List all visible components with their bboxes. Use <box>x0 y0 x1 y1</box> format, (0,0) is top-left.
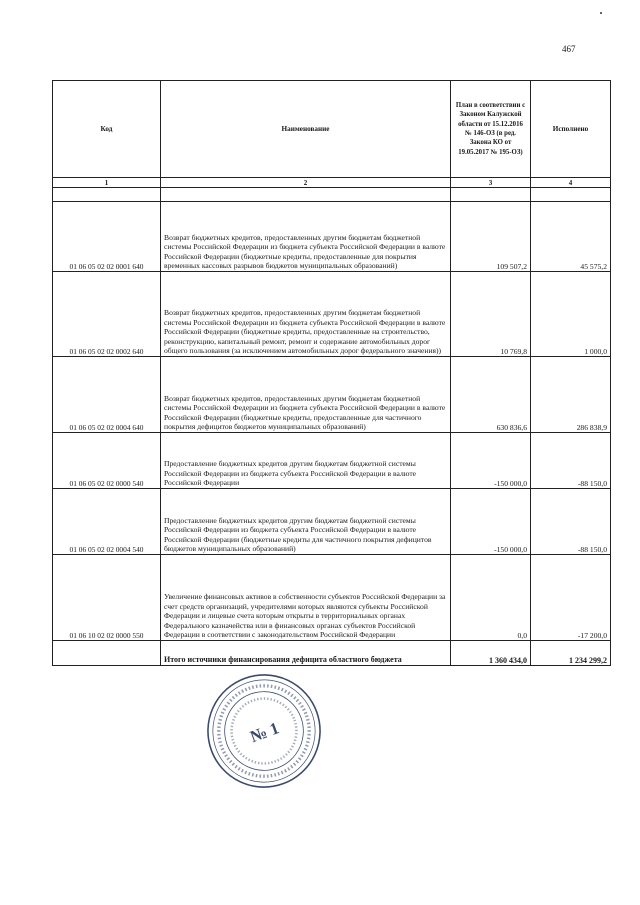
row-done: 45 575,2 <box>531 202 611 272</box>
column-numbers-row <box>53 178 611 188</box>
row-plan: 0,0 <box>451 555 531 641</box>
column-number-2: 2 <box>161 178 451 188</box>
row-done: 286 838,9 <box>531 357 611 433</box>
speck <box>600 12 602 14</box>
total-done: 1 234 299,2 <box>531 641 611 666</box>
table-row <box>53 357 611 433</box>
row-plan: 10 769,8 <box>451 272 531 357</box>
column-number-4: 4 <box>531 178 611 188</box>
header-name: Наименование <box>161 81 451 178</box>
header-plan: План в соответствии с Законом Калужской области от 15.12.2016 № 146-ОЗ (в ред. Закона КО от 19.05.2017 № 195-ОЗ) <box>451 81 531 178</box>
row-name: Возврат бюджетных кредитов, предоставленных другим бюджетам бюджетной системы Российской Федерации из бюджета субъекта Российской Федерации в валюте Российской Федерации (бюджетные кредиты, предоставленные на строительство, реконструкцию, капитальный ремонт, ремонт и содержание автомобильных дорог общего пользования (за исключением автомобильных дорог федерального значения)) <box>161 272 451 357</box>
row-code: 01 06 05 02 02 0002 640 <box>53 272 161 357</box>
row-done: -17 200,0 <box>531 555 611 641</box>
header-row <box>53 81 611 178</box>
table-row <box>53 555 611 641</box>
row-plan: 109 507,2 <box>451 202 531 272</box>
header-done: Исполнено <box>531 81 611 178</box>
table-row <box>53 489 611 555</box>
table-row <box>53 272 611 357</box>
header-code: Код <box>53 81 161 178</box>
row-name: Возврат бюджетных кредитов, предоставленных другим бюджетам бюджетной системы Российской Федерации из бюджета субъекта Российской Федерации в валюте Российской Федерации (бюджетные кредиты, предоставленные для частичного покрытия дефицитов бюджетов муниципальных образований) <box>161 357 451 433</box>
spacer-row <box>53 188 611 202</box>
row-done: 1 000,0 <box>531 272 611 357</box>
row-code: 01 06 05 02 02 0004 540 <box>53 489 161 555</box>
column-number-1: 1 <box>53 178 161 188</box>
row-plan: -150 000,0 <box>451 489 531 555</box>
row-done: -88 150,0 <box>531 489 611 555</box>
stamp-number: № 1 <box>247 718 282 747</box>
total-code <box>53 641 161 666</box>
row-code: 01 06 10 02 02 0000 550 <box>53 555 161 641</box>
table-row <box>53 433 611 489</box>
row-code: 01 06 05 02 02 0004 640 <box>53 357 161 433</box>
row-code: 01 06 05 02 02 0001 640 <box>53 202 161 272</box>
official-stamp <box>205 672 323 790</box>
page-number: 467 <box>562 44 576 54</box>
row-name: Увеличение финансовых активов в собственности субъектов Российской Федерации за счет средств организаций, учредителями которых являются субъекты Российской Федерации и лицевые счета которым открыты в территориальных органах Федерального казначейства или в финансовых органах субъектов Российской Федерации в соответствии с законодательством Российской Федерации <box>161 555 451 641</box>
row-code: 01 06 05 02 02 0000 540 <box>53 433 161 489</box>
total-plan: 1 360 434,0 <box>451 641 531 666</box>
budget-sources-table <box>52 80 611 666</box>
row-name: Предоставление бюджетных кредитов другим бюджетам бюджетной системы Российской Федерации из бюджета субъекта Российской Федерации в валюте Российской Федерации <box>161 433 451 489</box>
total-row <box>53 641 611 666</box>
row-done: -88 150,0 <box>531 433 611 489</box>
total-name: Итого источники финансирования дефицита областного бюджета <box>161 641 451 666</box>
column-number-3: 3 <box>451 178 531 188</box>
row-plan: 630 836,6 <box>451 357 531 433</box>
table-row <box>53 202 611 272</box>
row-plan: -150 000,0 <box>451 433 531 489</box>
row-name: Возврат бюджетных кредитов, предоставленных другим бюджетам бюджетной системы Российской Федерации из бюджета субъекта Российской Федерации в валюте Российской Федерации (бюджетные кредиты, предоставленные для покрытия временных кассовых разрывов бюджетов муниципальных образований) <box>161 202 451 272</box>
row-name: Предоставление бюджетных кредитов другим бюджетам бюджетной системы Российской Федерации из бюджета субъекта Российской Федерации в валюте Российской Федерации (бюджетные кредиты для частичного покрытия дефицитов бюджетов муниципальных образований) <box>161 489 451 555</box>
